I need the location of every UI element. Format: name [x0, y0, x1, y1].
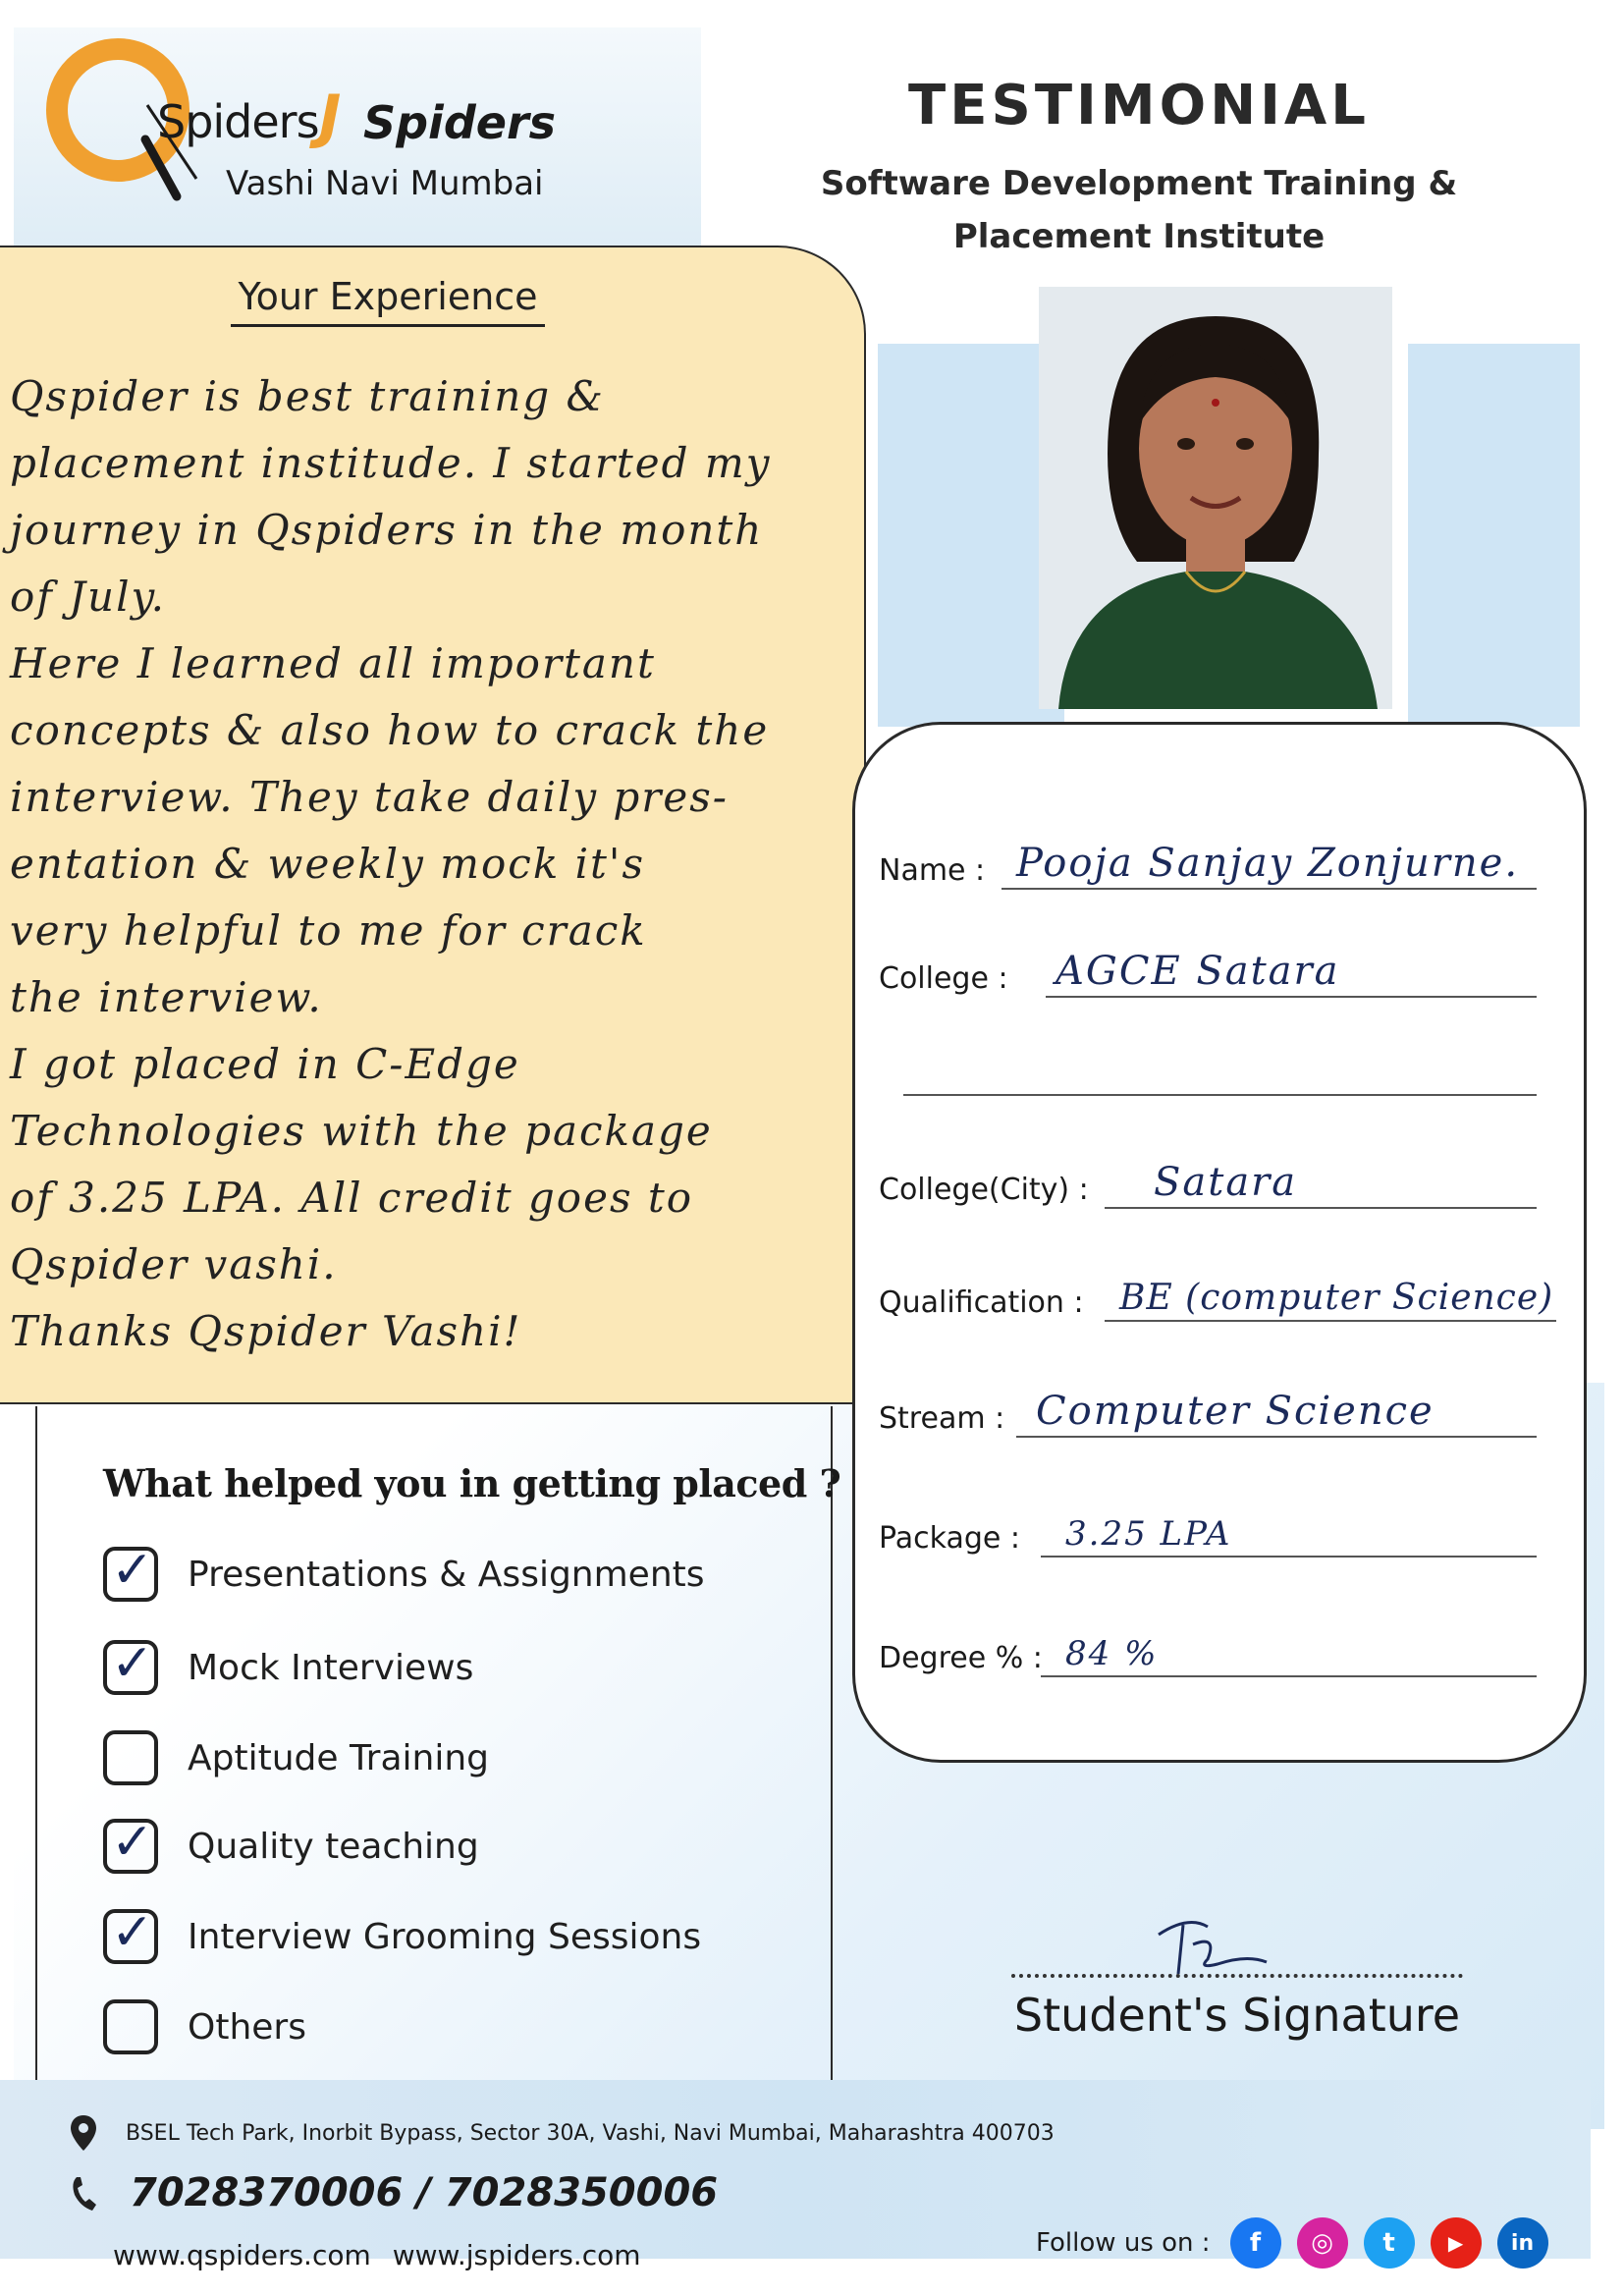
- college-label: College :: [879, 961, 1008, 996]
- checkbox-item[interactable]: [103, 1999, 306, 2054]
- stream-value: Computer Science: [1036, 1389, 1435, 1434]
- jspiders-j-mark: J: [319, 82, 342, 151]
- signature-line: [1011, 1974, 1463, 1978]
- qspiders-jspiders-logo: [29, 22, 619, 208]
- degree-percent-field[interactable]: [879, 1622, 1546, 1681]
- website-links: [113, 2239, 641, 2271]
- checkbox-item[interactable]: [103, 1634, 474, 1695]
- checkmark-icon: ✓: [111, 1541, 154, 1600]
- facebook-icon[interactable]: f: [1230, 2217, 1281, 2269]
- checkmark-icon: ✓: [111, 1634, 154, 1693]
- placement-factors-question: What helped you in getting placed ?: [103, 1461, 841, 1505]
- qualification-field[interactable]: [879, 1267, 1566, 1326]
- checkbox[interactable]: [103, 1730, 158, 1785]
- checkbox-item[interactable]: [103, 1813, 479, 1874]
- qualification-label: Qualification :: [879, 1285, 1084, 1320]
- checkbox-label: Others: [188, 2006, 306, 2048]
- package-label: Package :: [879, 1521, 1020, 1556]
- phone-numbers: 7028370006 / 7028350006: [130, 2170, 719, 2215]
- signature-area[interactable]: [992, 1866, 1483, 2062]
- checkbox-label: Interview Grooming Sessions: [188, 1916, 702, 1957]
- checkbox[interactable]: [103, 1999, 158, 2054]
- jspiders-website-link[interactable]: www.jspiders.com: [392, 2239, 641, 2271]
- phone-icon: [69, 2173, 100, 2213]
- student-photo: [1039, 287, 1392, 709]
- twitter-icon[interactable]: t: [1364, 2217, 1415, 2269]
- checkbox-label: Quality teaching: [188, 1826, 479, 1867]
- college-city-value: Satara: [1154, 1160, 1298, 1205]
- logo-location: Vashi Navi Mumbai: [226, 164, 544, 203]
- checkmark-icon: ✓: [111, 1813, 154, 1872]
- experience-heading: Your Experience: [231, 275, 545, 327]
- student-portrait-image: [1039, 287, 1392, 709]
- checkbox-item[interactable]: [103, 1541, 705, 1602]
- stream-field[interactable]: [879, 1383, 1546, 1442]
- college-field[interactable]: [879, 943, 1546, 1002]
- stream-label: Stream :: [879, 1401, 1005, 1436]
- checkbox[interactable]: [103, 1903, 158, 1964]
- package-value: 3.25 LPA: [1065, 1514, 1232, 1554]
- jspiders-wordmark: Spiders: [363, 96, 557, 149]
- name-value: Pooja Sanjay Zonjurne.: [1016, 841, 1520, 886]
- checkbox[interactable]: [103, 1541, 158, 1602]
- name-field[interactable]: [879, 835, 1546, 894]
- photo-accent-right: [1408, 344, 1580, 727]
- instagram-icon[interactable]: ◎: [1297, 2217, 1348, 2269]
- checkbox[interactable]: [103, 1813, 158, 1874]
- checkbox-label: Aptitude Training: [188, 1737, 490, 1778]
- linkedin-icon[interactable]: in: [1497, 2217, 1548, 2269]
- name-label: Name :: [879, 853, 986, 888]
- qspiders-wordmark: Spiders: [157, 95, 319, 148]
- checkbox-label: Presentations & Assignments: [188, 1554, 705, 1595]
- degree-percent-label: Degree % :: [879, 1641, 1043, 1675]
- page-title: TESTIMONIAL: [908, 74, 1370, 137]
- follow-label: Follow us on :: [1036, 2228, 1211, 2258]
- experience-handwritten-text: Qspider is best training & placement institude. I started my journey in Qspiders in the month of July. Here I learned all important concepts & also how to crack the interview. They take daily pres- entation & weekly mock it's very helpful to me for crack the interview. I got placed in C-Edge Technologies with the package of 3.25 LPA. All credit goes to Qspider vashi. Thanks Qspider Vashi!: [10, 372, 772, 1355]
- signature-caption: Student's Signature: [1013, 1989, 1461, 2042]
- qualification-value: BE (computer Science): [1119, 1278, 1554, 1318]
- address-text: BSEL Tech Park, Inorbit Bypass, Sector 30A, Vashi, Navi Mumbai, Maharashtra 400703: [126, 2120, 1055, 2146]
- checkbox-item[interactable]: [103, 1903, 702, 1964]
- college-extra-field[interactable]: [879, 1041, 1546, 1100]
- page-subtitle: Software Development Training & Placement Institute: [820, 164, 1458, 256]
- checkbox-label: Mock Interviews: [188, 1647, 474, 1688]
- degree-percent-value: 84 %: [1065, 1634, 1159, 1673]
- social-follow: [1036, 2217, 1564, 2269]
- college-city-label: College(City) :: [879, 1173, 1089, 1207]
- location-pin-icon: [69, 2113, 98, 2153]
- package-field[interactable]: [879, 1503, 1546, 1561]
- college-value: AGCE Satara: [1056, 949, 1340, 994]
- qspiders-website-link[interactable]: www.qspiders.com: [113, 2239, 371, 2271]
- handwritten-signature: [1139, 1905, 1276, 1984]
- photo-accent-left: [878, 344, 1064, 727]
- youtube-icon[interactable]: ▶: [1431, 2217, 1482, 2269]
- phone-row: [69, 2170, 718, 2215]
- checkbox[interactable]: [103, 1634, 158, 1695]
- checkmark-icon: ✓: [111, 1903, 154, 1962]
- college-city-field[interactable]: [879, 1154, 1546, 1213]
- checkbox-item[interactable]: [103, 1730, 489, 1785]
- address-row: [69, 2113, 1055, 2153]
